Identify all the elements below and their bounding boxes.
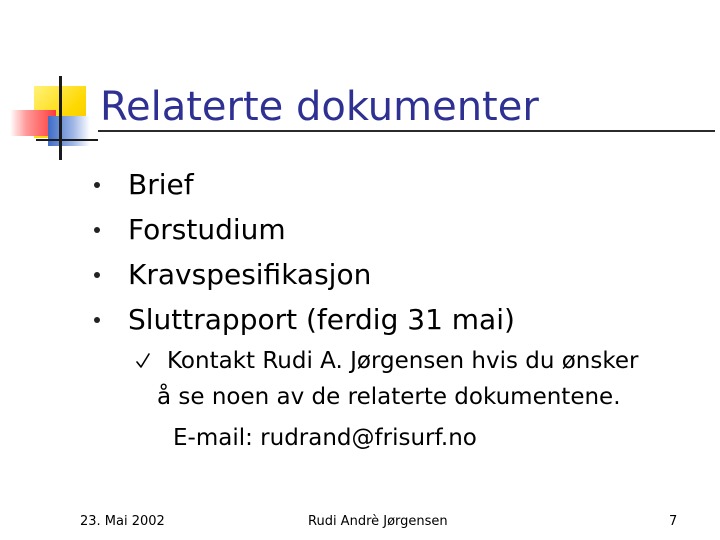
- footer-date: 23. Mai 2002: [80, 514, 165, 529]
- bullet-dot-icon: [94, 317, 100, 323]
- bullet-dot-icon: [94, 182, 100, 188]
- note-email: E-mail: rudrand@frisurf.no: [173, 425, 477, 451]
- note-line-1: Kontakt Rudi A. Jørgensen hvis du ønsker: [167, 348, 639, 374]
- slide-title: Relaterte dokumenter: [100, 84, 539, 130]
- bullet-dot-icon: [94, 227, 100, 233]
- bullet-text: Kravspesifikasjon: [128, 258, 372, 291]
- bullet-text: Sluttrapport (ferdig 31 mai): [128, 303, 515, 336]
- logo-blue-bar: [48, 116, 90, 146]
- logo-vertical-line: [59, 76, 62, 160]
- title-underline: [98, 130, 715, 132]
- logo-horizontal-line: [36, 139, 98, 141]
- checkmark-icon: [136, 352, 150, 370]
- note-line-2: å se noen av de relaterte dokumentene.: [157, 384, 621, 410]
- bullet-text: Brief: [128, 168, 194, 201]
- footer-author: Rudi Andrè Jørgensen: [308, 514, 448, 529]
- footer-page-number: 7: [669, 514, 678, 529]
- bullet-text: Forstudium: [128, 213, 286, 246]
- bullet-dot-icon: [94, 272, 100, 278]
